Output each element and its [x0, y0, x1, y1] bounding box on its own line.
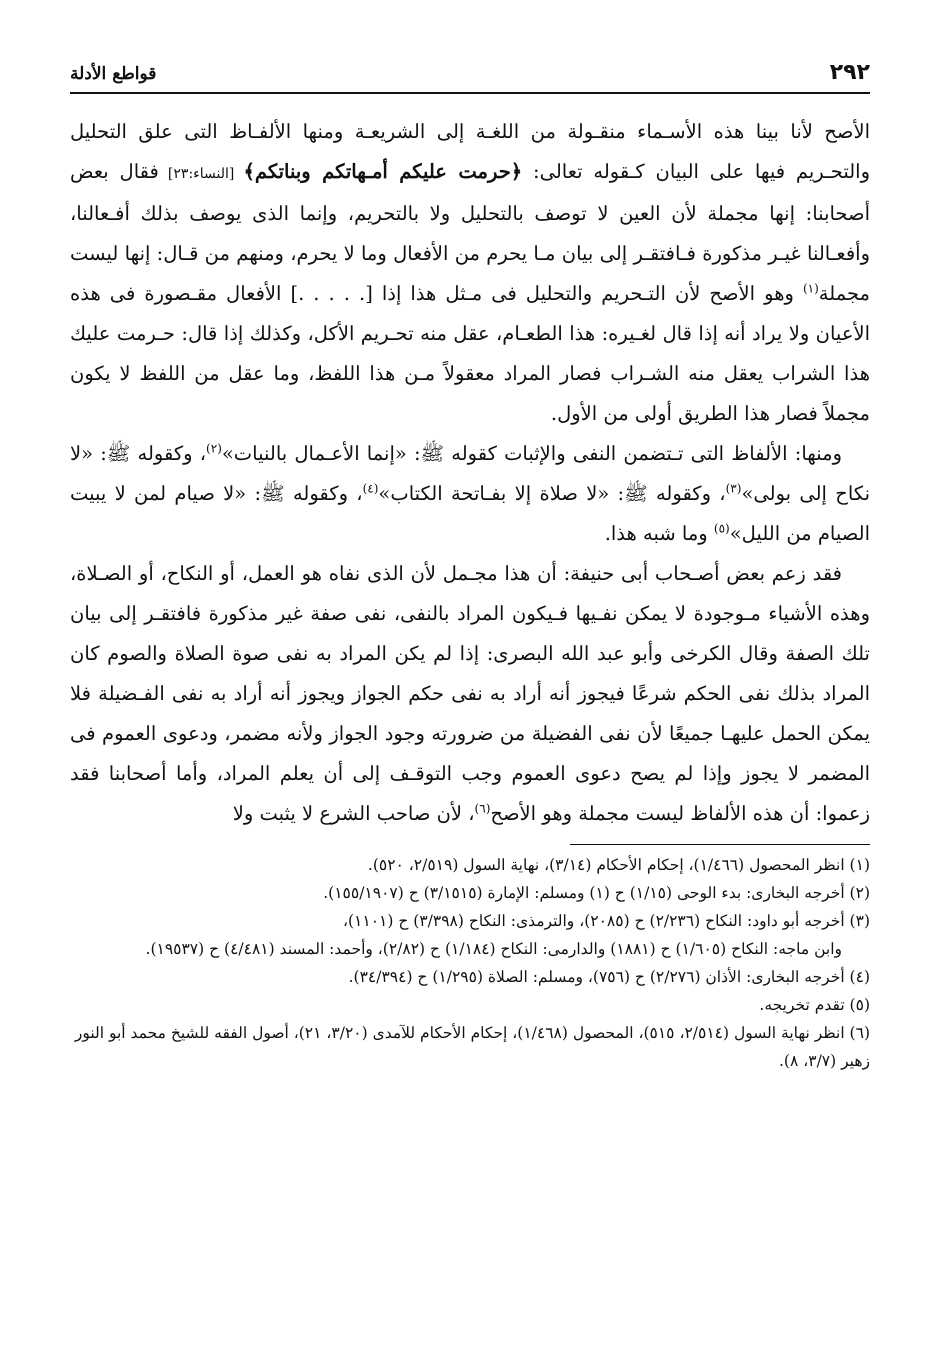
footnote-continuation: وابن ماجه: النكاح (١/٦٠٥) ح (١٨٨١) والدارمى: النكاح (١/١٨٤) ح (٢/٨٢)، وأحمد: المسند (٤/٤٨١) ح (١٩٥٣٧). — [145, 940, 842, 958]
text-span: وما شبه هذا. — [604, 522, 714, 545]
text-span: ، وكقوله ﷺ: «لا نكاح إلى بولى» — [70, 442, 870, 505]
footnote-marker: (١) — [802, 281, 819, 296]
footnote-marker: (٥) — [713, 521, 730, 536]
text-span: فقد زعم بعض أصـحاب أبى حنيفة: أن هذا مجـمل لأن الذى نفاه هو العمل، أو النكاح، أو الصـلاة، وهذه الأشياء مـوجودة لا يمكن نفـيها فـيكون المراد بالنفى، نفى صفة غير مذكورة فافتقـر إلى بيان تلك الصفة وقال الكرخى وأبو عبد الله البصرى: إذا لم يكن المراد به نفى صوة الصلاة والصوم كان المراد بذلك نفى الحكم شرعًا فيجوز أنه أراد به نفى حكم الجواز ويجوز أنه أراد به نفى الفـضيلة فلا يمكن الحمل عليهـا جميعًا لأن نفى الفضيلة من ضرورته وجود الجواز ولأنه مضمر، ودعوى العموم فى المضمر لا يجوز وإذا لم يصح دعوى العموم وجب التوقـف إلى أن يعلم المراد، وأما أصحابنا فقد زعموا: أن هذه الألفاظ ليست مجملة وهو الأصح — [70, 562, 870, 825]
text-span: ، وكقوله ﷺ: «لا صلاة إلا بفـاتحة الكتاب» — [378, 482, 726, 505]
body-text — [70, 112, 870, 834]
footnote-divider — [570, 844, 870, 845]
running-title: قواطع الأدلة — [70, 64, 157, 84]
text-span: ، لأن صاحب الشرع لا يثبت ولا — [232, 802, 475, 825]
footnote-marker: (٤) — [362, 481, 379, 496]
book-page — [70, 56, 870, 1316]
text-span: وهو الأصح لأن التـحريم والتحليل فى مـثل هذا إذا [. . . . .] الأفعال مقـصورة فى هذه الأعيان ولا يراد أنه إذا قال لغـيره: هذا الطعـام، عقل منه تحـريم الأكل، وكذلك إذا قال: حـرمت عليك هذا الشراب يعقل منه الشـراب فصار المراد معقولاً مـن هذا اللفظ، وما عقل من اللفظ لا يكون مجملاً فصار هذا الطريق أولى من الأول. — [70, 282, 870, 425]
page-number: ٢٩٢ — [829, 60, 870, 85]
paragraph — [70, 434, 870, 554]
verse-reference: [النساء:٢٣] — [158, 166, 244, 182]
text-span: الأصح لأنا بينا هذه الأسـماء منقـولة من اللغـة إلى الشريعـة ومنها الألفـاظ التى علق التحليل والتحـريم فيها على البيان كـقوله تعالى: — [70, 120, 871, 183]
footnote: (١) انظر المحصول (١/٤٦٦)، إحكام الأحكام (٣/١٤)، نهاية السول (٢/٥١٩، ٥٢٠). — [367, 856, 870, 874]
footnotes — [70, 851, 870, 1075]
text-span: ومنها: الألفاظ التى تـتضمن النفى والإثبات كقوله ﷺ: «إنما الأعـمال بالنيات» — [221, 442, 842, 465]
footnote: (٤) أخرجه البخارى: الأذان (٢/٢٧٦) ح (٧٥٦)، ومسلم: الصلاة (١/٢٩٥) ح (٣٤/٣٩٤). — [348, 968, 870, 986]
quran-verse: ﴿حرمت عليكم أمـهاتكم وبناتكم﴾ — [243, 160, 523, 183]
paragraph — [70, 554, 870, 834]
footnote-marker: (٦) — [474, 801, 491, 816]
footnote: (٥) تقدم تخريجه. — [759, 996, 870, 1014]
footnote: (٢) أخرجه البخارى: بدء الوحى (١/١٥) ح (١) ومسلم: الإمارة (٣/١٥١٥) ح (١٥٥/١٩٠٧). — [323, 884, 870, 902]
footnote-marker: (٢) — [206, 441, 222, 456]
paragraph — [70, 112, 870, 434]
text-span: ، وكقوله ﷺ: «لا صيام لمن لا يبيت الصيام من الليل» — [70, 482, 870, 545]
footnote: (٦) انظر نهاية السول (٢/٥١٤، ٥١٥)، المحصول (١/٤٦٨)، إحكام الأحكام للآمدى (٣/٢٠، ٢١)، أصول الفقه للشيخ محمد أبو النور زهير (٣/٧، ٨). — [74, 1024, 870, 1070]
page-header — [70, 56, 870, 94]
text-span: فقال بعض أصحابنا: إنها مجملة لأن العين لا توصف بالتحليل ولا بالتحريم، وإنما الذى يوصف بذلك أفـعالنا، وأفعـالنا غيـر مذكورة فـافتقـر إلى بيان مـا يحرم من الأفعال وما لا يحرم، ومنهم من قـال: إنها ليست مجملة — [70, 160, 870, 305]
footnote-marker: (٣) — [725, 481, 742, 496]
footnote: (٣) أخرجه أبو داود: النكاح (٢/٢٣٦) ح (٢٠٨٥)، والترمذى: النكاح (٣/٣٩٨) ح (١١٠١)، — [342, 912, 870, 930]
